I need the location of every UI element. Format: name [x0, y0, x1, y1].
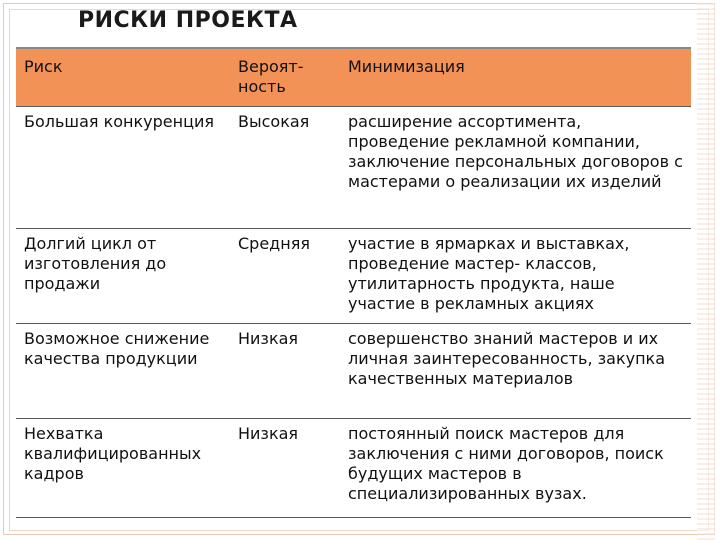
cell-probability: Низкая	[238, 424, 299, 443]
table-row	[16, 107, 691, 229]
cell-mitigation: постоянный поиск мастеров для заключения с ними договоров, поиск будущих мастеров в специализированных вузах.	[348, 424, 664, 503]
cell-mitigation: расширение ассортимента, проведение рекламной компании, заключение персональных договоров с мастерами о реализации их изделий	[348, 112, 683, 191]
cell-risk: Большая конкуренция	[24, 112, 214, 131]
cell-risk: Долгий цикл от изготовления до продажи	[24, 234, 167, 293]
cell-probability: Высокая	[238, 112, 310, 131]
risks-table	[16, 47, 691, 518]
cell-mitigation: совершенство знаний мастеров и их личная заинтересованность, закупка качественных материалов	[348, 329, 666, 388]
cell-risk: Возможное снижение качества продукции	[24, 329, 210, 368]
header-risk: Риск	[16, 48, 230, 107]
table-header-row	[16, 48, 691, 107]
header-mitigation: Минимизация	[340, 48, 691, 107]
cell-probability: Низкая	[238, 329, 299, 348]
slide-title: РИСКИ ПРОЕКТА	[78, 8, 298, 33]
table-row	[16, 419, 691, 518]
header-probability: Вероят- ность	[230, 48, 340, 107]
decorative-side-strip	[697, 0, 715, 540]
cell-mitigation: участие в ярмарках и выставках, проведение мастер- классов, утилитарность продукта, наше участие в рекламных акциях	[348, 234, 630, 313]
cell-probability: Средняя	[238, 234, 310, 253]
cell-risk: Нехватка квалифицированных кадров	[24, 424, 202, 483]
table-row	[16, 229, 691, 324]
table-row	[16, 324, 691, 419]
